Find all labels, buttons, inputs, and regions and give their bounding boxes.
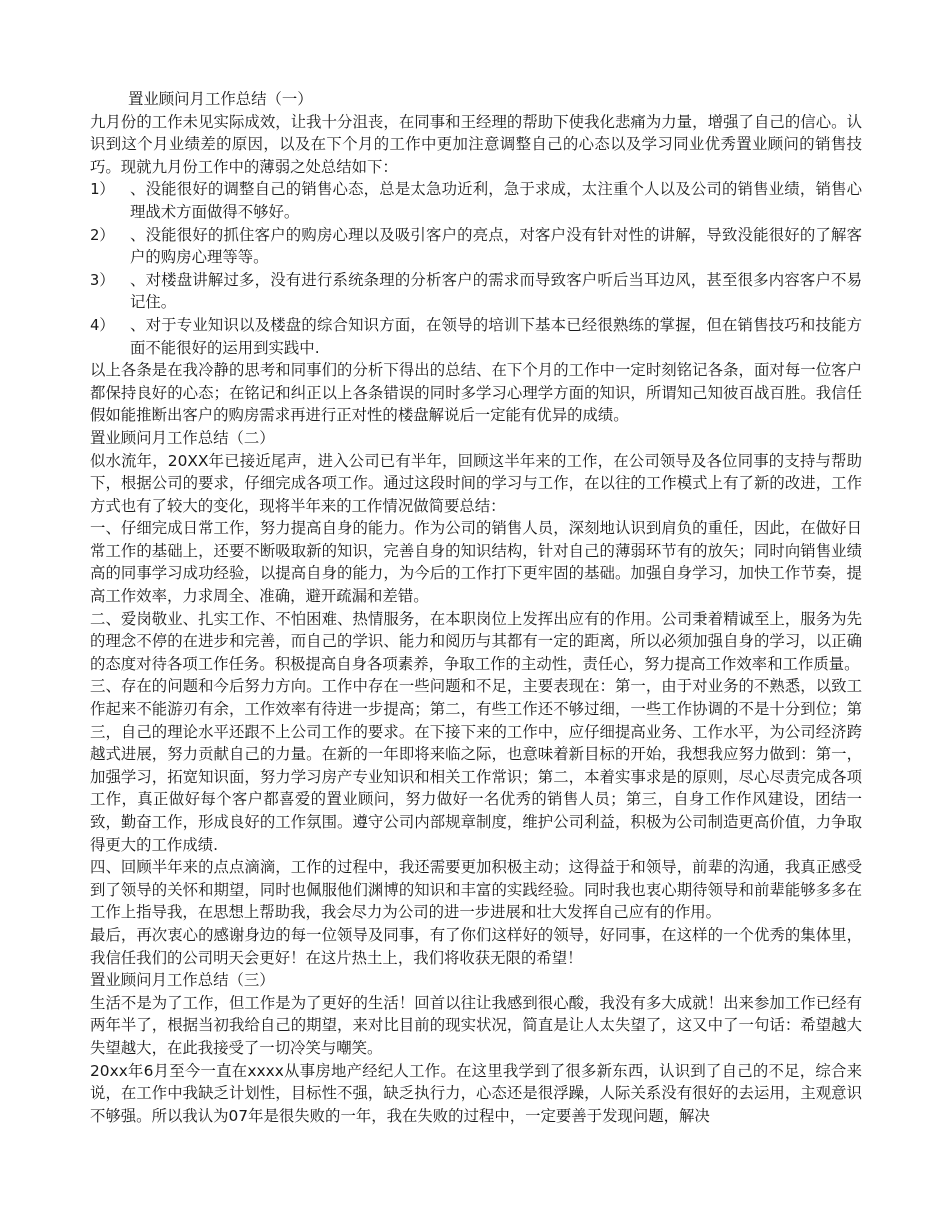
list-item-text: 、对于专业知识以及楼盘的综合知识方面，在领导的培训下基本已经很熟练的掌握，但在销售技巧和技能方面不能很好的运用到实践中. [130, 315, 862, 357]
paragraph: 三、存在的问题和今后努力方向。工作中存在一些问题和不足，主要表现在：第一，由于对业务的不熟悉，以致工作起来不能游刃有余，工作效率有待进一步提高；第二，有些工作还不够过细，一些工作协调的不是十分到位；第三，自己的理论水平还跟不上公司工作的要求。在下接下来的工作中，应仔细提高业务、工作水平，为公司经济跨越式进展，努力贡献自己的力量。在新的一年即将来临之际，也意味着新目标的开始，我想我应努力做到：第一，加强学习，拓宽知识面，努力学习房产专业知识和相关工作常识；第二，本着实事求是的原则，尽心尽责完成各项工作，真正做好每个客户都喜爱的置业顾问，努力做好一名优秀的销售人员；第三，自身工作作风建设，团结一致，勤奋工作，形成良好的工作氛围。遵守公司内部规章制度，维护公司利益，积极为公司制造更高价值，力争取得更大的工作成绩. [90, 677, 862, 854]
document-page [90, 88, 862, 1127]
paragraph: 二、爱岗敬业、扎实工作、不怕困难、热情服务，在本职岗位上发挥出应有的作用。公司秉着精诚至上，服务为先的理念不停的在进步和完善，而自己的学识、能力和阅历与其都有一定的距离，所以必须加强自身的学习，以正确的态度对待各项工作任务。积极提高自身各项素养，争取工作的主动性，责任心，努力提高工作效率和工作质量。 [90, 609, 862, 673]
list-item-text: 、没能很好的调整自己的销售心态，总是太急功近利，急于求成，太注重个人以及公司的销售业绩，销售心理战术方面做得不够好。 [130, 180, 862, 221]
list-item-text: 、没能很好的抓住客户的购房心理以及吸引客户的亮点，对客户没有针对性的讲解，导致没能很好的了解客户的购房心理等等。 [130, 225, 862, 267]
paragraph: 生活不是为了工作，但工作是为了更好的生活！回首以往让我感到很心酸，我没有多大成就！出来参加工作已经有两年半了，根据当初我给自己的期望，来对比目前的现实状况，简直是让人太失望了，这又中了一句话：希望越大失望越大，在此我接受了一切冷笑与嘲笑。 [90, 993, 862, 1057]
list-item-number: 3） [90, 270, 115, 289]
list-item-number: 4） [90, 315, 115, 334]
paragraph: 四、回顾半年来的点点滴滴，工作的过程中，我还需要更加积极主动；这得益于和领导，前辈的沟通，我真正感受到了领导的关怀和期望，同时也佩服他们渊博的知识和丰富的实践经验。同时我也衷心期待领导和前辈能够多多在工作上指导我，在思想上帮助我，我会尽力为公司的进一步进展和壮大发挥自己应有的作用。 [90, 858, 862, 922]
list-item [90, 314, 862, 359]
list-item-number: 1） [90, 180, 115, 199]
list-item [90, 178, 862, 223]
paragraph: 最后，再次衷心的感谢身边的每一位领导及同事，有了你们这样好的领导，好同事，在这样的一个优秀的集体里，我信任我们的公司明天会更好！在这片热土上，我们将收获无限的希望！ [90, 925, 862, 967]
list-item [90, 224, 862, 269]
paragraph: 似水流年，20XX年已接近尾声，进入公司已有半年，回顾这半年来的工作，在公司领导及各位同事的支持与帮助下，根据公司的要求，仔细完成各项工作。通过这段时间的学习与工作，在以往的工作模式上有了新的改进，工作方式也有了较大的变化，现将半年来的工作情况做简要总结： [90, 451, 862, 515]
section-1-outro: 以上各条是在我冷静的思考和同事们的分析下得出的总结、在下个月的工作中一定时刻铭记各条，面对每一位客户都保持良好的心态；在铭记和纠正以上各条错误的同时多学习心理学方面的知识，所谓知己知彼百战百胜。我信任假如能推断出客户的购房需求再进行正对性的楼盘解说后一定能有优异的成绩。 [90, 361, 862, 425]
paragraph: 20xx年6月至今一直在xxxx从事房地产经纪人工作。在这里我学到了很多新东西，认识到了自己的不足，综合来说，在工作中我缺乏计划性，目标性不强，缺乏执行力，心态还是很浮躁，人际关系没有很好的去运用，主观意识不够强。所以我认为07年是很失败的一年，我在失败的过程中，一定要善于发现问题，解决 [90, 1061, 862, 1125]
list-item-number: 2） [90, 225, 115, 244]
section-1-intro: 九月份的工作未见实际成效，让我十分沮丧，在同事和王经理的帮助下使我化悲痛为力量，增强了自己的信心。认识到这个月业绩差的原因，以及在下个月的工作中更加注意调整自己的心态以及学习同业优秀置业顾问的销售技巧。现就九月份工作中的薄弱之处总结如下： [90, 112, 862, 176]
list-item [90, 269, 862, 314]
paragraph: 一、仔细完成日常工作，努力提高自身的能力。作为公司的销售人员，深刻地认识到肩负的重任，因此，在做好日常工作的基础上，还要不断吸取新的知识，完善自身的知识结构，针对自己的薄弱环节有的放矢；同时向销售业绩高的同事学习成功经验，以提高自身的能力，为今后的工作打下更牢固的基础。加强自身学习，加快工作节奏，提高工作效率，力求周全、准确，避开疏漏和差错。 [90, 519, 862, 606]
section-3-heading: 置业顾问月工作总结（三） [90, 971, 275, 990]
section-1-heading: 置业顾问月工作总结（一） [128, 90, 313, 108]
section-2-heading: 置业顾问月工作总结（二） [90, 428, 275, 447]
list-item-text: 、对楼盘讲解过多，没有进行系统条理的分析客户的需求而导致客户听后当耳边风，甚至很多内容客户不易记住。 [130, 270, 862, 312]
